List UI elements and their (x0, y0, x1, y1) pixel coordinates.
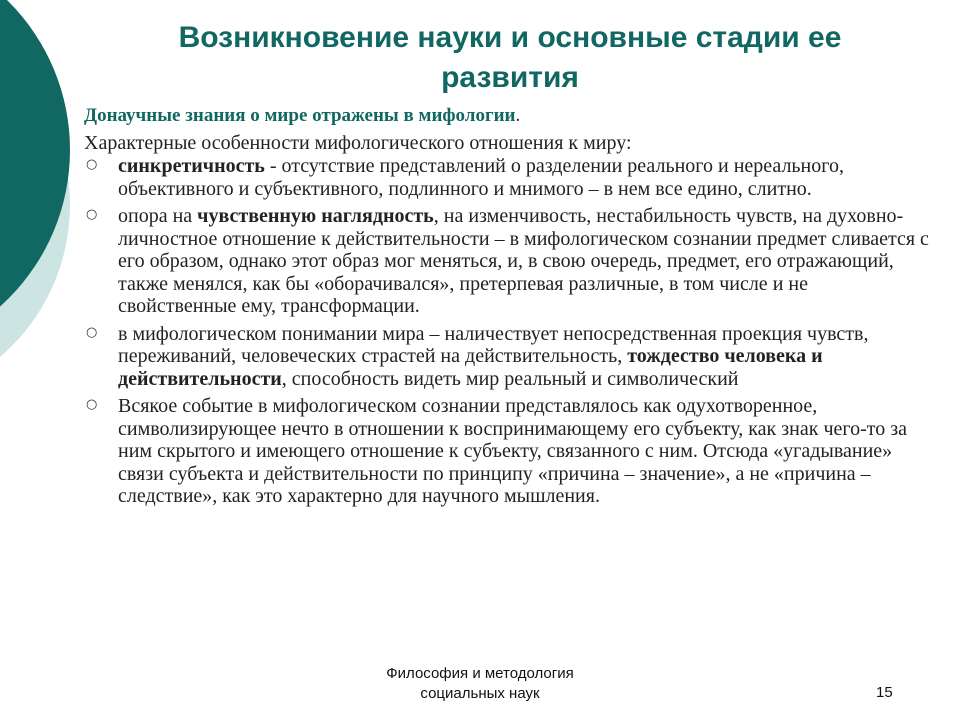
bullet-item-4 (84, 395, 930, 508)
intro-text: Характерные особенности мифологического отношения к миру: (84, 132, 632, 154)
bullet-item-2 (84, 205, 930, 318)
slide-title (120, 18, 900, 98)
footer-line-2: социальных наук (420, 685, 540, 702)
bullet-1-text: - отсутствие представлений о разделении реального и нереального, объективного и субъективного, подлинного и мнимого – в нем все едино, слитно. (118, 155, 844, 200)
bullet-2-text-b: , на изменчивость, нестабильность чувств, на духовно-личностное отношение к действительности – в мифологическом сознании предмет сливается с его образом, однако этот образ мог меняться, и, в свою очередь, предмет, его отражающий, также менялся, как бы «оборачивался», претерпевая различные, в том числе и не свойственные ему, трансформации. (118, 205, 929, 317)
title-line-2: развития (441, 61, 579, 94)
circle-bullet-icon: ○ (86, 157, 98, 172)
lead-period: . (515, 105, 521, 126)
bullet-2-text-a: опора на (118, 205, 198, 227)
bullet-list (84, 155, 930, 508)
footer-line-1: Философия и методология (386, 665, 574, 682)
bullet-1-bold: синкретичность (118, 155, 265, 177)
bullet-item-3 (84, 323, 930, 391)
decorative-circles (0, 0, 80, 720)
bullet-item-1 (84, 155, 930, 200)
circle-bullet-icon: ○ (86, 207, 98, 222)
bullet-4-text: Всякое событие в мифологическом сознании представлялось как одухотворенное, символизирующее нечто в отношении к воспринимающему его субъекту, как знак чего-то за ним скрытого и имеющего отношение к субъекту, связанного с ним. Отсюда «угадывание» связи субъекта и действительности по принципу «причина – значение», а не «причина – следствие», как это характерно для научного мышления. (118, 395, 908, 507)
circle-bullet-icon: ○ (86, 397, 98, 412)
circle-bullet-icon: ○ (86, 324, 98, 340)
bullet-3-bold: тождество человека и действительности (118, 345, 823, 390)
footer-text (340, 664, 620, 704)
title-line-1: Возникновение науки и основные стадии ее (178, 21, 842, 54)
slide-body (84, 104, 930, 513)
bullet-3-text-b: , способность видеть мир реальный и символический (281, 367, 739, 390)
lead-statement (84, 104, 930, 127)
bullet-2-bold: чувственную наглядность (197, 205, 434, 227)
bullet-3-text-a: в мифологическом понимании мира – наличествует непосредственная проекция чувств, переживаний, человеческих страстей на действительность, (118, 322, 869, 367)
lead-text: Донаучные знания о мире отражены в мифологии (84, 105, 516, 126)
page-number: 15 (876, 684, 893, 701)
